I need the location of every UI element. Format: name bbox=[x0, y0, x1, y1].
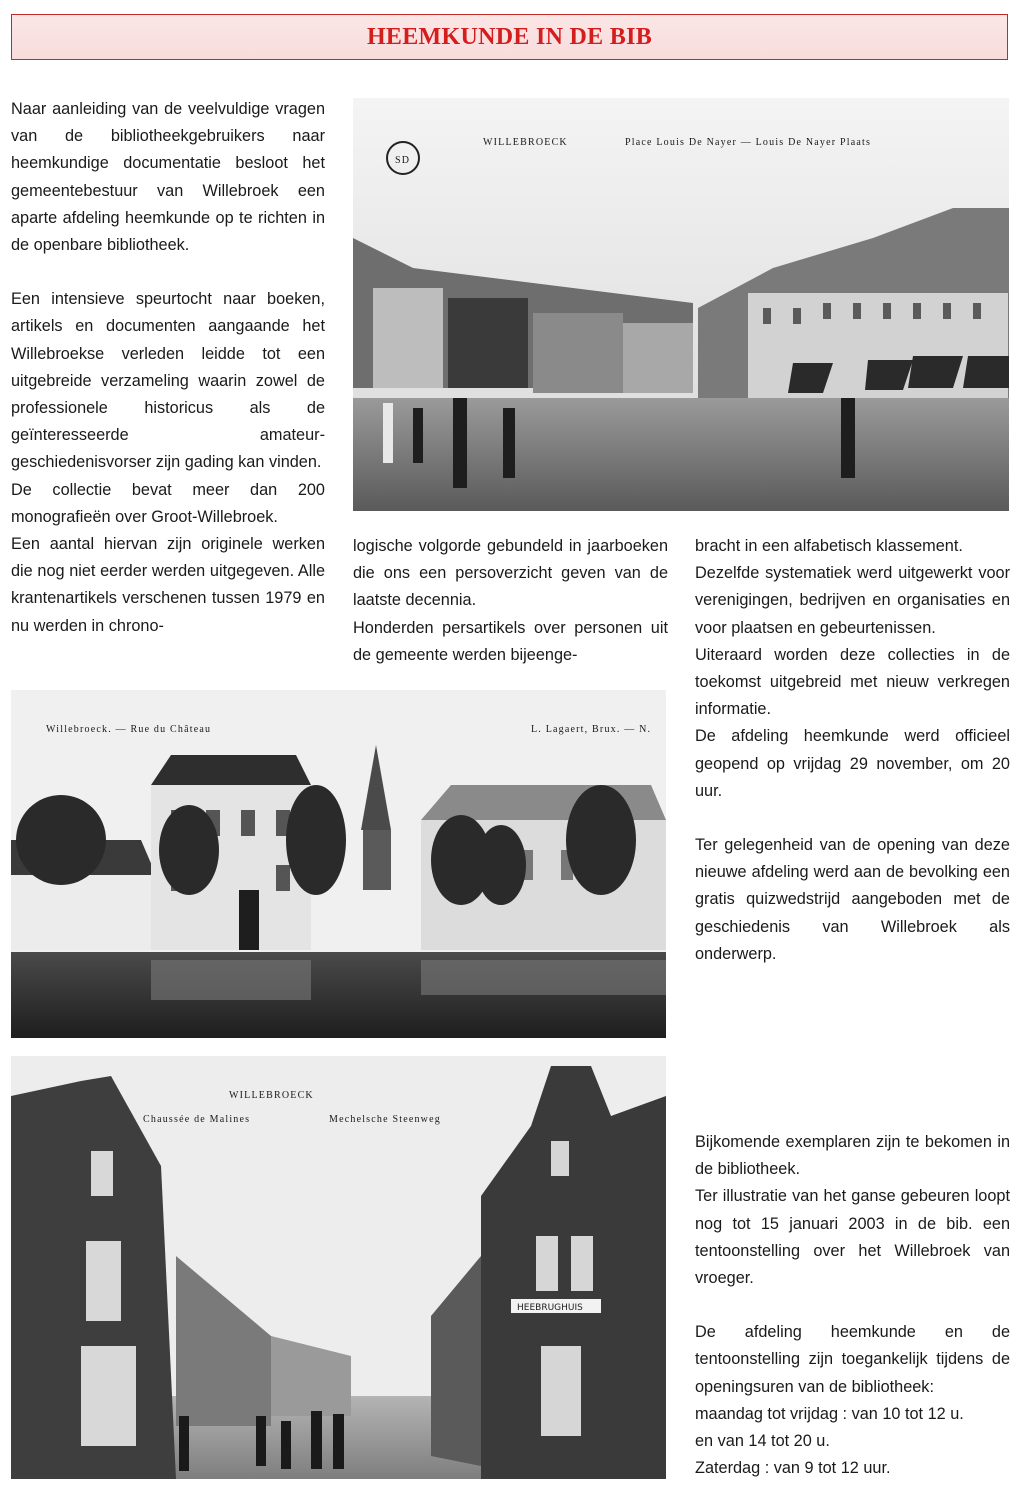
text-column-4 bbox=[695, 1129, 1010, 1482]
paragraph: Uiteraard worden deze collecties in de toekomst uitgebreid met nieuw verkregen informatie. bbox=[695, 645, 1010, 719]
paragraph: bracht in een alfabetisch klassement. bbox=[695, 537, 963, 555]
opening-hours-line: maandag tot vrijdag : van 10 tot 12 u. bbox=[695, 1404, 964, 1423]
opening-hours-line: en van 14 tot 20 u. bbox=[695, 1432, 830, 1451]
paragraph: Een aantal hiervan zijn originele werken die nog niet eerder werden uitgegeven. Alle krantenartikels verschenen tussen 1979 en nu werden in chrono- bbox=[11, 535, 325, 635]
shop-sign: HEEBRUGHUIS bbox=[517, 1303, 583, 1313]
paragraph: Ter gelegenheid van de opening van deze nieuwe afdeling werd aan de bevolking een gratis quizwedstrijd aangeboden met de geschiedenis van Willebroek als onderwerp. bbox=[695, 836, 1010, 963]
paragraph: Naar aanleiding van de veelvuldige vragen van de bibliotheekgebruikers naar heemkundige documentatie besloot het gemeentebestuur van Willebroek een aparte afdeling heemkunde op te richten in de openbare bibliotheek. bbox=[11, 100, 325, 255]
paragraph: Honderden persartikels over personen uit de gemeente werden bijeenge- bbox=[353, 618, 668, 664]
photo-chaussee-de-malines bbox=[11, 1056, 666, 1479]
paragraph: Dezelfde systematiek werd uitgewerkt voor verenigingen, bedrijven en organisaties en voor plaatsen en gebeurtenissen. bbox=[695, 564, 1010, 637]
stamp-logo: SD bbox=[395, 155, 411, 166]
photo-caption: WILLEBROECK bbox=[229, 1090, 314, 1101]
paragraph: Een intensieve speurtocht naar boeken, artikels en documenten aangaande het Willebroekse verleden leidde tot een uitgebreide verzameling waarin zowel de professionele historicus als de geïnteresseerde amateur-geschiedenisvorser zijn gading kan vinden. bbox=[11, 290, 325, 472]
photo-place-louis-de-nayer bbox=[353, 98, 1009, 511]
text-column-2 bbox=[353, 533, 668, 669]
page-header bbox=[11, 14, 1008, 60]
paragraph: Bijkomende exemplaren zijn te bekomen in de bibliotheek. bbox=[695, 1133, 1010, 1179]
paragraph: logische volgorde gebundeld in jaarboeken die ons een persoverzicht geven van de laatste decennia. bbox=[353, 537, 668, 610]
photo-caption: Mechelsche Steenweg bbox=[329, 1114, 441, 1125]
paragraph: De afdeling heemkunde werd officieel geopend op vrijdag 29 november, om 20 uur. bbox=[695, 727, 1010, 800]
page-title: HEEMKUNDE IN DE BIB bbox=[366, 23, 653, 50]
paragraph: Ter illustratie van het ganse gebeuren loopt nog tot 15 januari 2003 in de bib. een tentoonstelling over het Willebroek van vroeger. bbox=[695, 1187, 1010, 1288]
photo-caption: WILLEBROECK bbox=[483, 137, 568, 148]
paragraph: De collectie bevat meer dan 200 monografieën over Groot-Willebroek. bbox=[11, 480, 325, 526]
photo-rue-du-chateau bbox=[11, 690, 666, 1038]
opening-hours-line: Zaterdag : van 9 tot 12 uur. bbox=[695, 1459, 891, 1478]
text-column-3 bbox=[695, 533, 1010, 968]
photo-caption: Place Louis De Nayer — Louis De Nayer Plaats bbox=[625, 137, 872, 148]
photo-caption: Willebroeck. — Rue du Château bbox=[46, 724, 212, 735]
paragraph: De afdeling heemkunde en de tentoonstelling zijn toegankelijk tijdens de openingsuren van de bibliotheek: bbox=[695, 1323, 1010, 1396]
text-column-1 bbox=[11, 96, 325, 640]
photo-caption: Chaussée de Malines bbox=[143, 1114, 251, 1125]
photo-caption: L. Lagaert, Brux. — N. bbox=[531, 724, 652, 735]
